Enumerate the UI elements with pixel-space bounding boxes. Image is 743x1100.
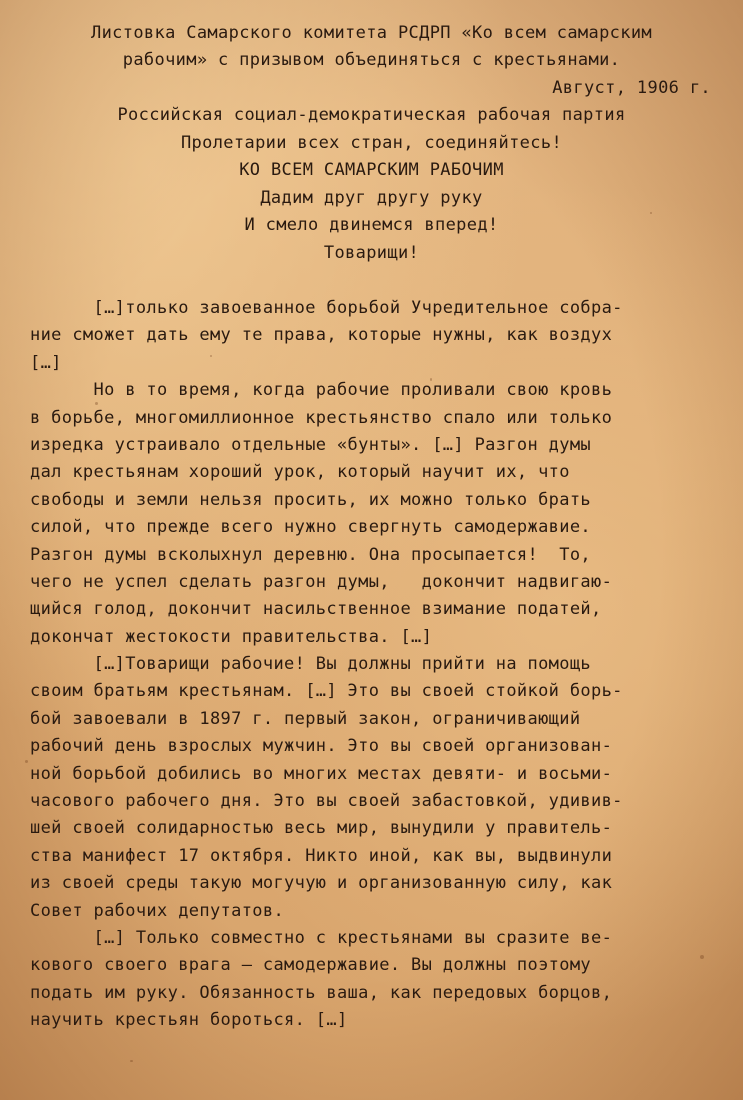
body-line: ние сможет дать ему те права, которые нужны, как воздух	[30, 325, 613, 346]
body-line: шей своей солидарностью весь мир, вынудили у правитель-	[30, 818, 613, 839]
body-line: […] Только совместно с крестьянами вы сразите ве-	[30, 927, 613, 948]
body-line: изредка устраивало отдельные «бунты». […] Разгон думы	[30, 434, 591, 455]
greeting: Товарищи!	[323, 243, 420, 263]
paper-speck	[25, 760, 28, 763]
body-line: […]только завоеванное борьбой Учредительное собра-	[30, 298, 623, 318]
body-line: в борьбе, многомиллионное крестьянство спало или только	[30, 407, 613, 428]
body-line: свободы и земли нельзя просить, их можно только брать	[30, 489, 591, 510]
party-name: Российская социал-демократическая рабочая партия	[117, 105, 626, 125]
paper-speck	[130, 1060, 133, 1062]
body-line: ства манифест 17 октября. Никто иной, как вы, выдвинули	[30, 845, 613, 866]
body-line: бой завоевали в 1897 г. первый закон, ограничивающий	[30, 708, 581, 729]
leaflet-title: КО ВСЕМ САМАРСКИМ РАБОЧИМ	[239, 160, 504, 180]
caption-line-2: рабочим» с призывом объединяться с крестьянами.	[122, 50, 621, 70]
body-line: ной борьбой добились во многих местах девяти- и восьми-	[30, 763, 613, 784]
body-line: рабочий день взрослых мужчин. Это вы своей организован-	[30, 736, 613, 757]
body-line: из своей среды такую могучую и организованную силу, как	[30, 873, 613, 894]
body-line: […]	[30, 352, 62, 373]
body-line: силой, что прежде всего нужно свергнуть самодержавие.	[30, 517, 591, 538]
verse-line-2: И смело двинемся вперед!	[244, 215, 499, 235]
body-line: […]Товарищи рабочие! Вы должны прийти на помощь	[30, 654, 591, 675]
body-text	[30, 295, 720, 1035]
body-line: Совет рабочих депутатов.	[30, 900, 285, 921]
body-line: Но в то время, когда рабочие проливали свою кровь	[30, 380, 613, 401]
body-line: подать им руку. Обязанность ваша, как передовых борцов,	[30, 982, 613, 1003]
body-line: научить крестьян бороться. […]	[30, 1010, 348, 1031]
body-line: щийся голод, докончит насильственное взимание податей,	[30, 599, 602, 620]
body-line: кового своего врага — самодержавие. Вы должны поэтому	[30, 955, 591, 976]
body-line: Разгон думы всколыхнул деревню. Она просыпается! То,	[30, 544, 591, 565]
body-line: дал крестьянам хороший урок, который научит их, что	[30, 462, 570, 483]
body-line: часового рабочего дня. Это вы своей забастовкой, удивив-	[30, 791, 623, 812]
body-line: чего не успел сделать разгон думы, докончит надвигаю-	[30, 571, 613, 592]
verse-line-1: Дадим друг другу руку	[260, 188, 483, 208]
body-line: своим братьям крестьянам. […] Это вы своей стойкой борь-	[30, 681, 623, 702]
date-line: Август, 1906 г.	[552, 78, 711, 98]
slogan: Пролетарии всех стран, соединяйтесь!	[180, 133, 563, 153]
body-line: докончат жестокости правительства. […]	[30, 626, 433, 647]
caption-line-1: Листовка Самарского комитета РСДРП «Ко всем самарским	[91, 23, 652, 43]
